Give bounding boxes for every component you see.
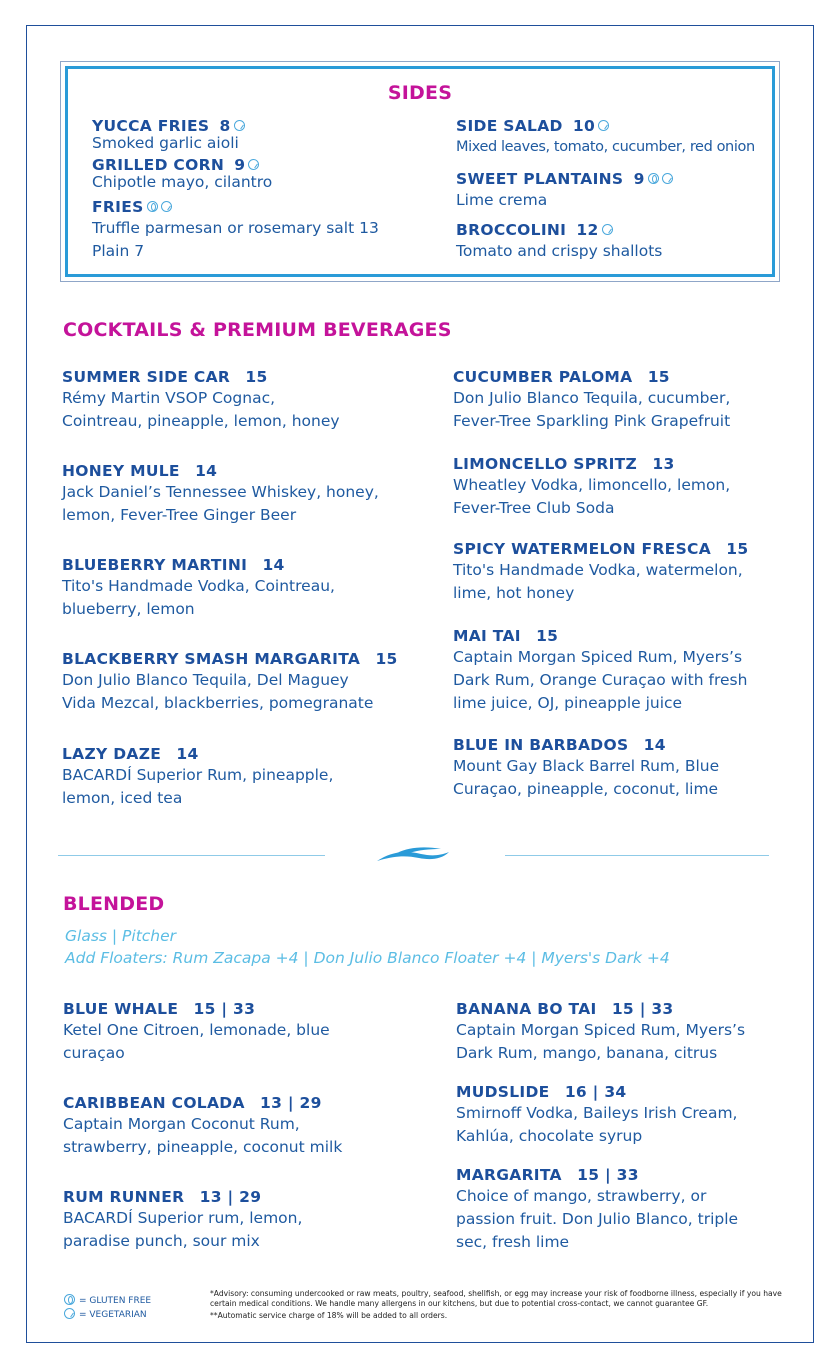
item-desc: Rémy Martin VSOP Cognac,	[62, 389, 276, 407]
item-price: 15	[375, 650, 398, 668]
divider-right	[505, 855, 769, 856]
legend-label: = GLUTEN FREE	[79, 1296, 152, 1306]
item-title: MARGARITA	[456, 1166, 562, 1184]
vegetarian-icon	[662, 173, 673, 184]
item-title: RUM RUNNER	[63, 1188, 185, 1206]
side-item-sweet-plantains	[456, 169, 673, 212]
item-price: 13 | 29	[199, 1188, 262, 1206]
vegetarian-icon	[598, 120, 609, 131]
item-desc: blueberry, lemon	[62, 600, 195, 618]
cocktail-summer-side-car	[62, 367, 340, 433]
item-desc: BACARDÍ Superior Rum, pineapple,	[62, 766, 334, 784]
item-title: HONEY MULE	[62, 462, 180, 480]
item-title: BLUEBERRY MARTINI	[62, 556, 248, 574]
legend-label: = VEGETARIAN	[79, 1310, 147, 1320]
item-desc: Mixed leaves, tomato, cucumber, red onion	[456, 139, 755, 155]
item-desc: Vida Mezcal, blackberries, pomegranate	[62, 694, 374, 712]
side-item-fries	[92, 197, 379, 263]
item-desc: Wheatley Vodka, limoncello, lemon,	[453, 476, 731, 494]
side-item-broccolini	[456, 220, 662, 263]
item-desc: lime juice, OJ, pineapple juice	[453, 694, 683, 712]
item-desc: Cointreau, pineapple, lemon, honey	[62, 412, 340, 430]
item-desc: sec, fresh lime	[456, 1233, 570, 1251]
item-desc: Don Julio Blanco Tequila, Del Maguey	[62, 671, 349, 689]
item-title: SIDE SALAD	[456, 117, 563, 135]
item-price: 14	[643, 736, 666, 754]
item-price: 15 | 33	[193, 1000, 256, 1018]
item-desc: Captain Morgan Coconut Rum,	[63, 1115, 300, 1133]
item-price: 8	[219, 117, 231, 135]
cocktail-blueberry-martini	[62, 555, 335, 621]
blended-caribbean-colada	[63, 1093, 342, 1159]
item-desc: paradise punch, sour mix	[63, 1232, 260, 1250]
item-price: 16 | 34	[564, 1083, 627, 1101]
item-title: SUMMER SIDE CAR	[62, 368, 231, 386]
item-desc: Kahlúa, chocolate syrup	[456, 1127, 643, 1145]
side-item-grilled-corn	[92, 156, 272, 191]
blended-blue-whale	[63, 999, 330, 1065]
blended-note-size: Glass | Pitcher	[65, 927, 177, 945]
item-title: LAZY DAZE	[62, 745, 162, 763]
gluten-free-icon	[648, 173, 659, 184]
item-desc: Truffle parmesan or rosemary salt 13	[92, 219, 379, 237]
service-charge-note: **Automatic service charge of 18% will be added to all orders.	[210, 1311, 448, 1320]
item-desc: Tito's Handmade Vodka, watermelon,	[453, 561, 743, 579]
vegetarian-icon	[234, 120, 245, 131]
item-desc: Fever-Tree Club Soda	[453, 499, 615, 517]
vegetarian-icon	[602, 224, 613, 235]
item-title: BLUE IN BARBADOS	[453, 736, 629, 754]
item-price: 14	[195, 462, 218, 480]
item-price: 15	[536, 627, 559, 645]
blended-margarita	[456, 1165, 738, 1254]
item-title: MAI TAI	[453, 627, 521, 645]
cocktail-limoncello-spritz	[453, 454, 730, 520]
cocktail-blackberry-smash-margarita	[62, 649, 398, 715]
item-desc: Plain 7	[92, 242, 145, 260]
item-price: 14	[176, 745, 199, 763]
item-desc: Fever-Tree Sparkling Pink Grapefruit	[453, 412, 731, 430]
item-desc: BACARDÍ Superior rum, lemon,	[63, 1209, 303, 1227]
item-title: CARIBBEAN COLADA	[63, 1094, 245, 1112]
sides-heading: SIDES	[387, 82, 453, 104]
blended-note-floaters: Add Floaters: Rum Zacapa +4 | Don Julio Blanco Floater +4 | Myers's Dark +4	[65, 949, 670, 967]
item-price: 13	[652, 455, 675, 473]
cocktail-mai-tai	[453, 626, 747, 715]
cocktails-heading: COCKTAILS & PREMIUM BEVERAGES	[63, 319, 452, 341]
item-desc: lemon, iced tea	[62, 789, 183, 807]
item-title: BANANA BO TAI	[456, 1000, 597, 1018]
item-price: 12	[576, 221, 599, 239]
item-title: GRILLED CORN	[92, 156, 225, 174]
vegetarian-icon	[161, 201, 172, 212]
legend-gluten-free	[64, 1295, 151, 1306]
item-title: BLUE WHALE	[63, 1000, 179, 1018]
legend-vegetarian	[64, 1309, 147, 1320]
blended-rum-runner	[63, 1187, 302, 1253]
item-desc: lime, hot honey	[453, 584, 575, 602]
item-title: MUDSLIDE	[456, 1083, 550, 1101]
item-price: 15 | 33	[577, 1166, 639, 1184]
item-desc: Tito's Handmade Vodka, Cointreau,	[62, 577, 335, 595]
item-price: 9	[234, 156, 246, 174]
item-desc: Captain Morgan Spiced Rum, Myers’s	[456, 1021, 746, 1039]
item-price: 15	[726, 540, 749, 558]
item-title: SPICY WATERMELON FRESCA	[453, 540, 712, 558]
item-title: FRIES	[92, 198, 144, 216]
item-desc: Ketel One Citroen, lemonade, blue	[63, 1021, 330, 1039]
blended-mudslide	[456, 1082, 737, 1148]
gluten-free-icon	[64, 1294, 75, 1305]
item-desc: Captain Morgan Spiced Rum, Myers’s	[453, 648, 743, 666]
vegetarian-icon	[248, 159, 259, 170]
item-desc: passion fruit. Don Julio Blanco, triple	[456, 1210, 739, 1228]
item-desc: curaçao	[63, 1044, 125, 1062]
side-item-yucca-fries	[92, 117, 245, 152]
item-desc: lemon, Fever-Tree Ginger Beer	[62, 506, 297, 524]
item-desc: Lime crema	[456, 191, 548, 209]
item-desc: Smirnoff Vodka, Baileys Irish Cream,	[456, 1104, 738, 1122]
item-price: 14	[262, 556, 285, 574]
advisory-note: *Advisory: consuming undercooked or raw meats, poultry, seafood, shellfish, or egg may increase your risk of foodborne illness, especially if you have certain medical conditions. We handle many allergens in our kitchens, but due to potential cross-contact, we cannot guarantee GF.	[210, 1289, 782, 1308]
vegetarian-icon	[64, 1308, 75, 1319]
item-desc: Choice of mango, strawberry, or	[456, 1187, 707, 1205]
item-desc: Tomato and crispy shallots	[456, 242, 663, 260]
cocktail-honey-mule	[62, 461, 379, 527]
item-price: 10	[572, 117, 596, 135]
cocktail-blue-in-barbados	[453, 735, 719, 801]
item-desc: Dark Rum, Orange Curaçao with fresh	[453, 671, 748, 689]
item-desc: Dark Rum, mango, banana, citrus	[456, 1044, 718, 1062]
item-title: BLACKBERRY SMASH MARGARITA	[62, 650, 361, 668]
item-price: 15	[647, 368, 670, 386]
divider-left	[58, 855, 325, 856]
blended-banana-bo-tai	[456, 999, 745, 1065]
item-price: 13 | 29	[260, 1094, 322, 1112]
cocktail-spicy-watermelon-fresca	[453, 539, 748, 605]
item-title: BROCCOLINI	[456, 221, 567, 239]
item-desc: Mount Gay Black Barrel Rum, Blue	[453, 757, 720, 775]
item-desc: strawberry, pineapple, coconut milk	[63, 1138, 343, 1156]
item-title: YUCCA FRIES	[92, 117, 210, 135]
wave-icon	[375, 844, 453, 866]
blended-heading: BLENDED	[63, 893, 165, 915]
cocktail-cucumber-paloma	[453, 367, 730, 433]
item-desc: Smoked garlic aioli	[92, 134, 239, 152]
item-price: 15	[245, 368, 268, 386]
item-desc: Chipotle mayo, cilantro	[92, 173, 273, 191]
cocktail-lazy-daze	[62, 744, 333, 810]
side-item-side-salad	[456, 116, 755, 159]
item-desc: Curaçao, pineapple, coconut, lime	[453, 780, 719, 798]
item-price: 15 | 33	[611, 1000, 674, 1018]
item-desc: Don Julio Blanco Tequila, cucumber,	[453, 389, 731, 407]
gluten-free-icon	[147, 201, 158, 212]
item-desc: Jack Daniel’s Tennessee Whiskey, honey,	[62, 483, 379, 501]
item-title: CUCUMBER PALOMA	[453, 368, 633, 386]
item-title: LIMONCELLO SPRITZ	[453, 455, 638, 473]
item-title: SWEET PLANTAINS	[456, 170, 624, 188]
item-price: 9	[633, 170, 645, 188]
